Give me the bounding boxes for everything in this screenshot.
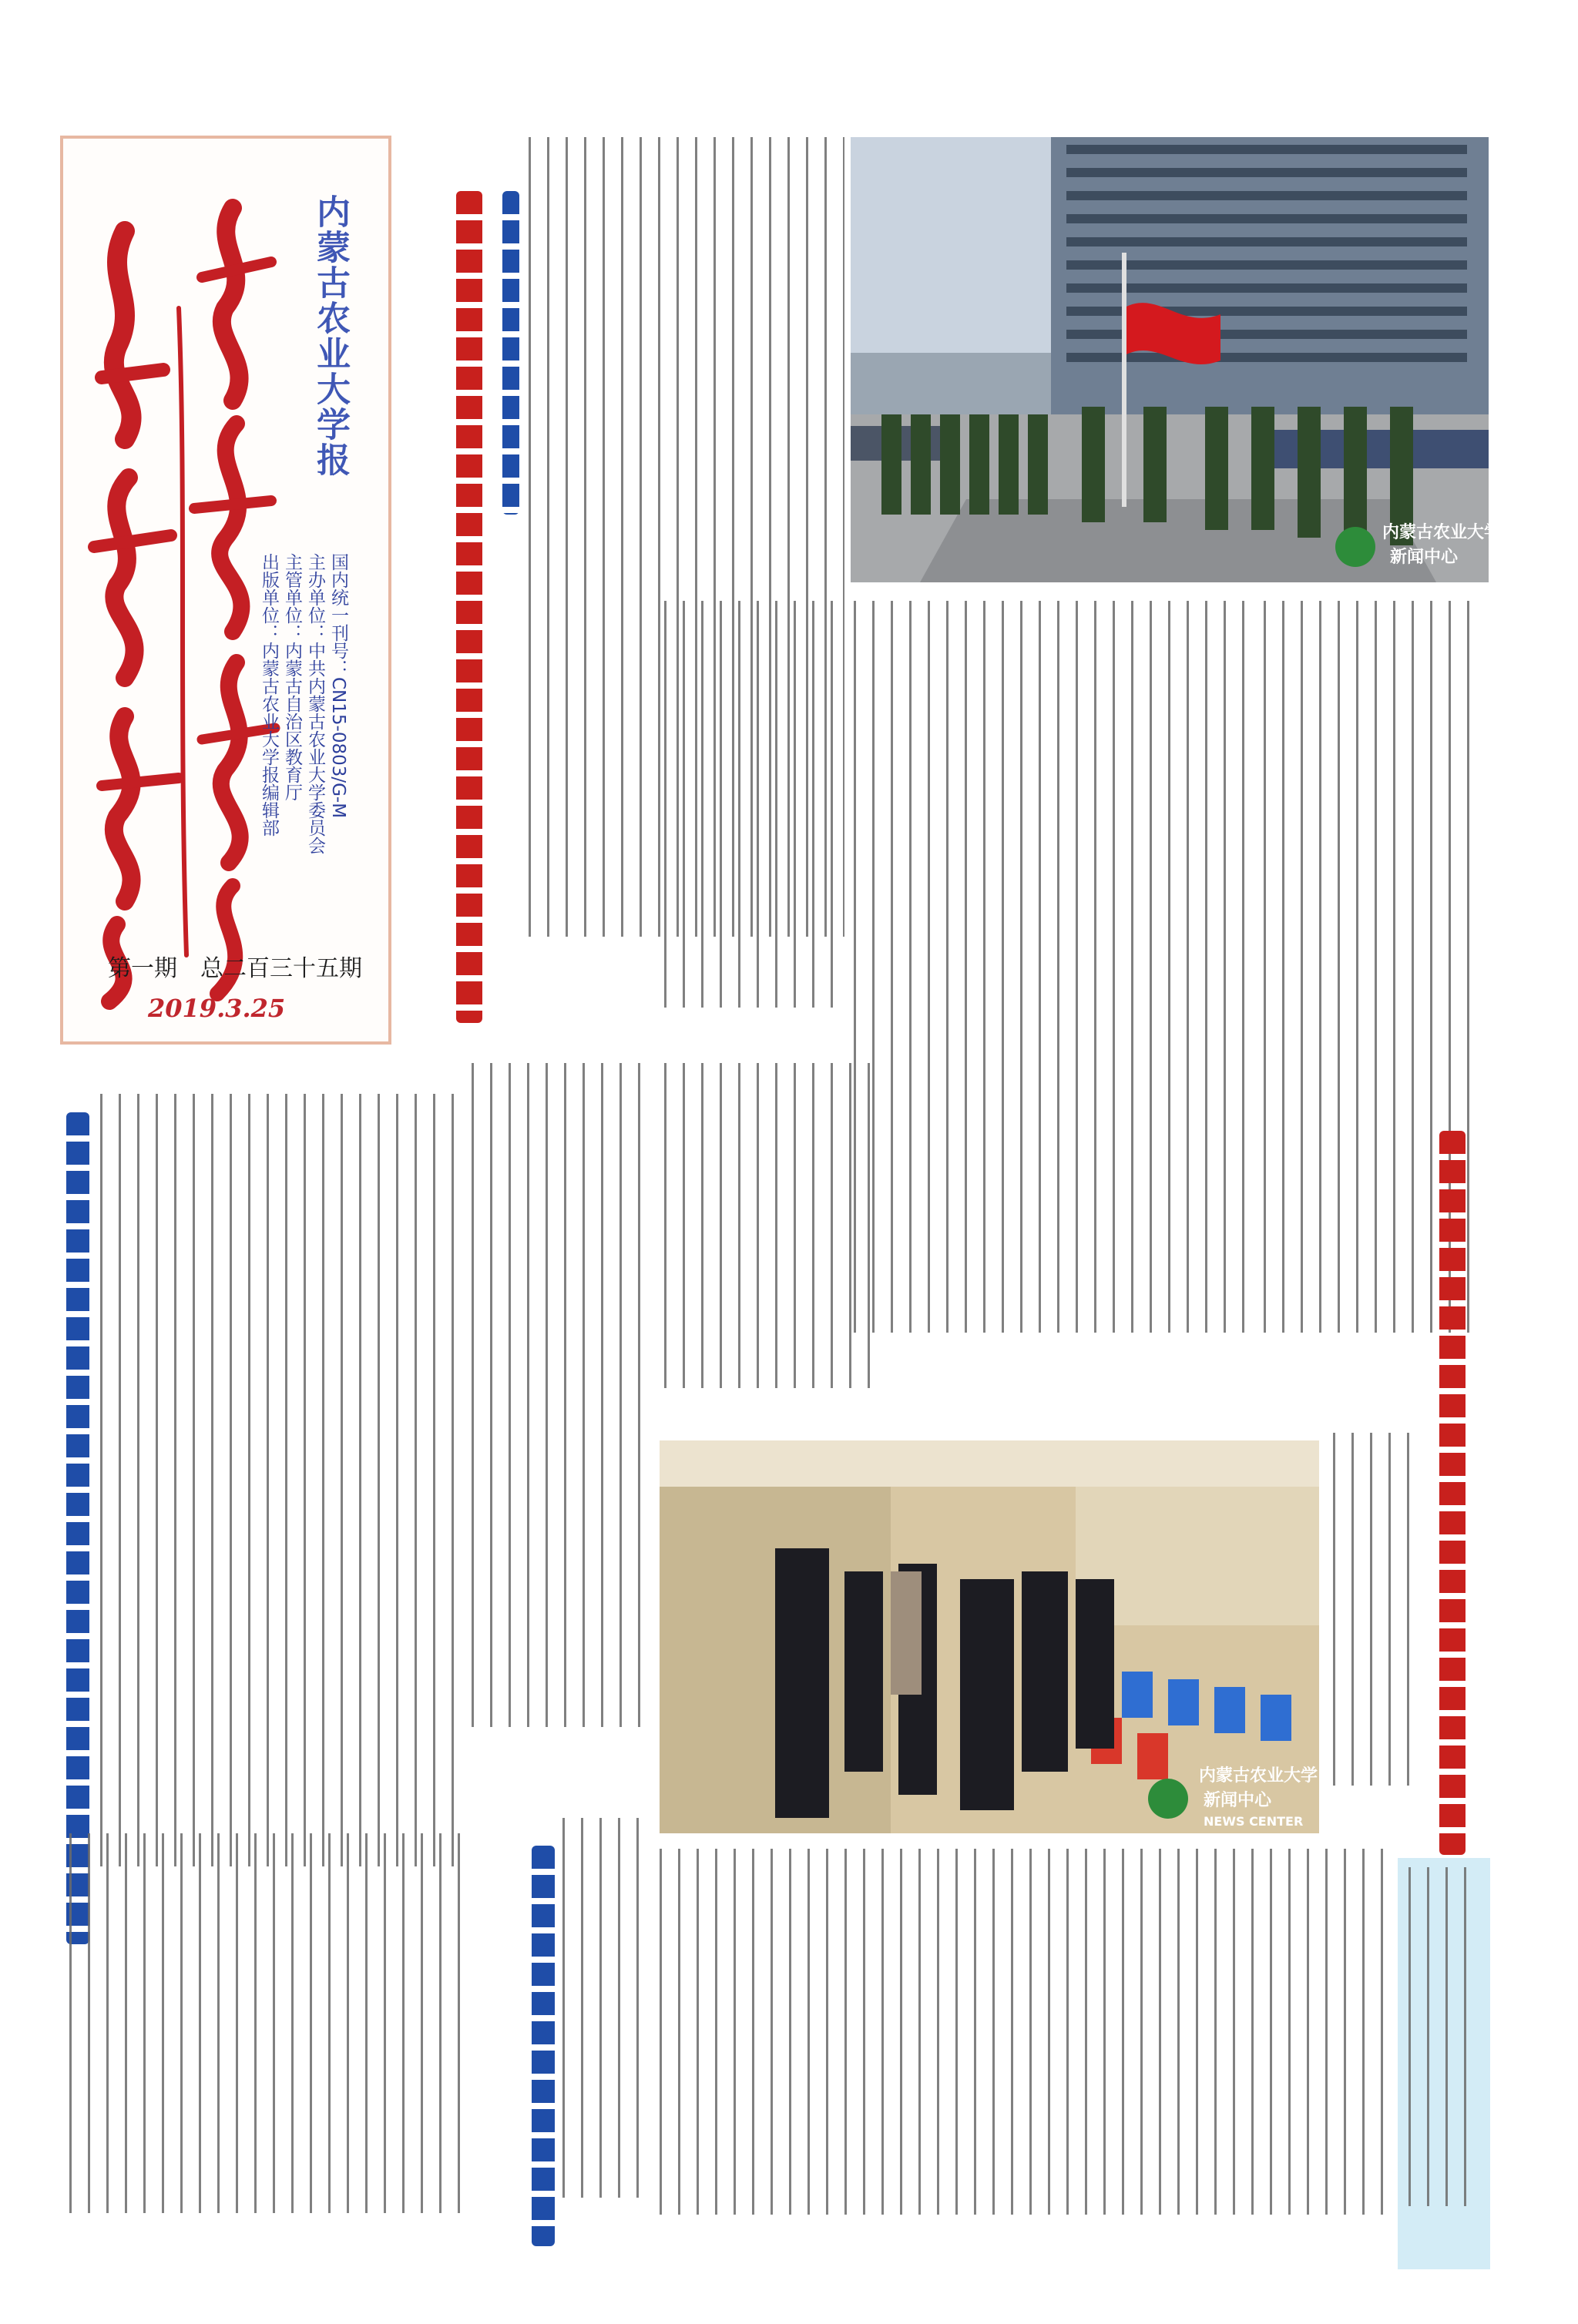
flag-photo-logo-sub: 新闻中心: [1390, 548, 1459, 567]
article-byline-1: [502, 191, 519, 515]
supervisor-unit: 主管单位：内蒙古自治区教育厅: [282, 553, 302, 801]
article-headline-3: [1439, 1131, 1466, 1855]
editor-info-text: [1408, 1867, 1479, 2252]
article-body-4-lower: [69, 1833, 470, 2265]
article-body-3: [1333, 1433, 1425, 1833]
article-body-6: [562, 1818, 640, 2249]
sponsor-unit: 主办单位：中共内蒙古农业大学委员会: [305, 553, 325, 854]
article-body-2: [854, 601, 1254, 1433]
issue-date: 2019.3.25: [148, 994, 286, 1023]
paper-name-chinese: 内蒙古农业大学报: [311, 194, 350, 478]
canteen-photo-logo-en: NEWS CENTER: [1204, 1814, 1304, 1829]
flag-raising-photo: [851, 137, 1502, 582]
canteen-photo-logo-sub: 新闻中心: [1204, 1791, 1272, 1810]
article-body-5: [472, 1063, 653, 1818]
flag-photo-logo: 内蒙古农业大学: [1382, 523, 1502, 542]
article-body-1-continued: [664, 601, 841, 1063]
registration-number: 国内统一刊号：CN15-0803/G-M: [328, 553, 348, 819]
canteen-inspection-photo: [660, 1440, 1319, 1833]
article-headline-1: [456, 191, 482, 1023]
canteen-photo-logo: 内蒙古农业大学: [1199, 1766, 1318, 1786]
issue-number: 第一期 总二百三十五期: [108, 955, 362, 982]
editor-info-box: [1398, 1858, 1490, 2269]
article-body-8: [660, 1849, 1384, 2265]
article-headline-6: [532, 1846, 555, 2246]
article-body-7: [664, 1063, 872, 1433]
article-headline-4: [66, 1112, 89, 1944]
publisher-unit: 出版单位：内蒙古农业大学报编辑部: [259, 553, 279, 837]
